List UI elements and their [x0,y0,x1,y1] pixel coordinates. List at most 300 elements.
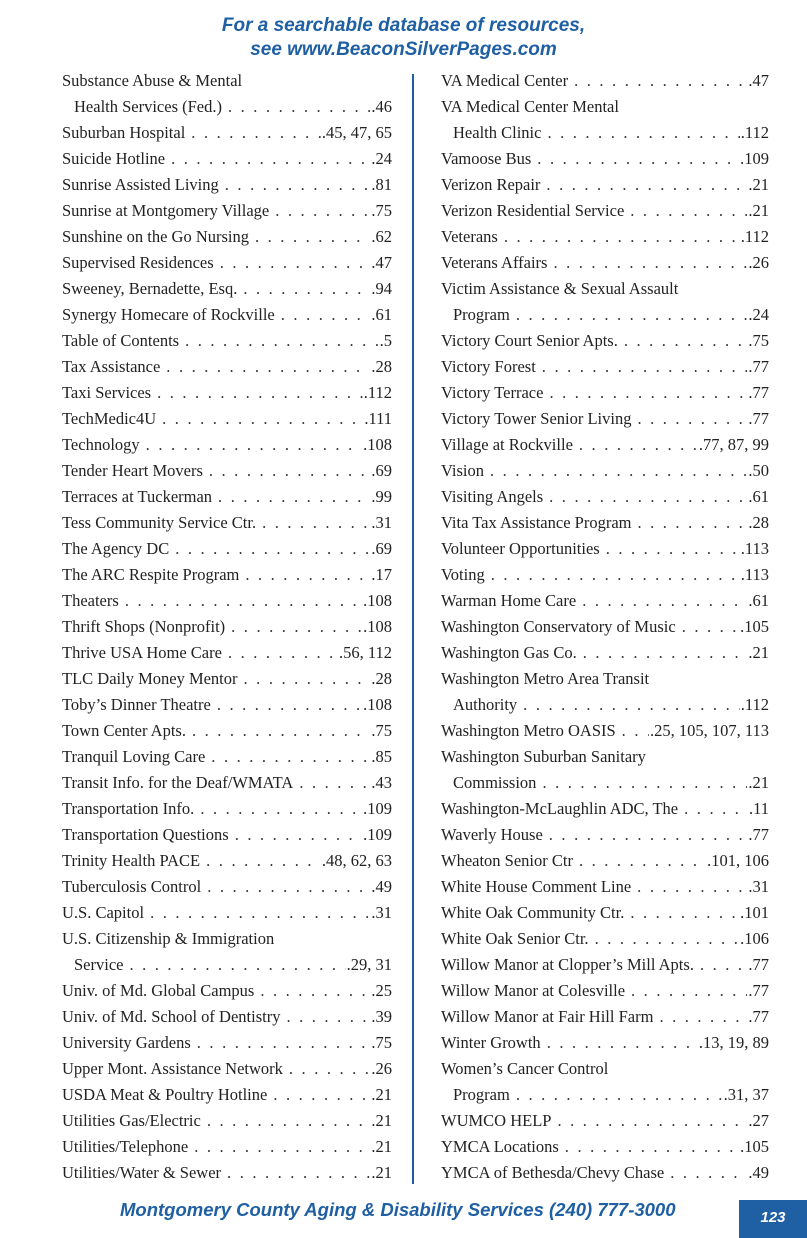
dot-leader [547,120,739,146]
dot-leader [299,770,370,796]
entry-pages: .21 [748,773,769,792]
index-entry [62,94,392,120]
entry-name: Suicide Hotline [62,149,166,168]
entry-pages: .45, 47, 65 [321,123,392,142]
index-entry [441,1134,769,1160]
dot-leader [207,874,370,900]
index-entry [441,536,769,562]
entry-name: Table of Contents [62,331,180,350]
entry-name: WUMCO HELP [441,1111,552,1130]
dot-leader [624,328,748,354]
index-entry [62,640,392,666]
index-entry [441,588,769,614]
index-entry [62,380,392,406]
header-line-2: see www.BeaconSilverPages.com [250,39,557,60]
entry-pages: .105 [740,1137,769,1156]
index-entry [441,432,769,458]
index-entry [441,224,769,250]
entry-pages: .77 [748,409,769,428]
entry-pages: .24 [748,305,769,324]
entry-pages: .62 [371,227,392,246]
dot-leader [565,1134,739,1160]
entry-pages: .11 [748,799,769,818]
dot-leader [630,900,739,926]
index-entry [441,718,769,744]
dot-leader [549,484,747,510]
entry-pages: .61 [748,591,769,610]
entry-pages: .25 [371,981,392,1000]
entry-name: Tranquil Loving Care [62,747,206,766]
dot-leader [622,718,649,744]
index-entry [62,796,392,822]
entry-name: Tax Assistance [62,357,161,376]
dot-leader [684,796,748,822]
dot-leader [574,68,747,94]
dot-leader [228,94,370,120]
index-entry [441,276,769,302]
entry-pages: .48, 62, 63 [321,851,392,870]
entry-name: VA Medical Center Mental [441,97,619,116]
index-entry [441,562,769,588]
entry-name: Utilities/Telephone [62,1137,189,1156]
entry-name: Sunrise Assisted Living [62,175,219,194]
header-line-1: For a searchable database of resources, [221,15,586,36]
entry-name: Victory Tower Senior Living [441,409,632,428]
index-entry [62,510,392,536]
entry-pages: .108 [363,617,392,636]
entry-name: Wheaton Senior Ctr [441,851,573,870]
entry-pages: .31 [371,903,392,922]
entry-name: Washington Conservatory of Music [441,617,676,636]
index-entry [62,172,392,198]
index-entry [62,614,392,640]
entry-name: Suburban Hospital [62,123,186,142]
entry-name: Commission [453,773,537,792]
dot-leader [637,510,747,536]
entry-pages: .29, 31 [346,955,392,974]
dot-leader [659,1004,747,1030]
entry-pages: .112 [740,227,769,246]
index-entry [441,94,769,120]
entry-pages: .25, 105, 107, 113 [649,721,769,740]
entry-name: Supervised Residences [62,253,214,272]
index-entry [62,198,392,224]
index-entry [441,640,769,666]
left-index-column [62,68,392,1186]
entry-name: Vision [441,461,485,480]
index-entry [62,588,392,614]
entry-name: Technology [62,435,140,454]
entry-name: TLC Daily Money Mentor [62,669,238,688]
dot-leader [255,224,370,250]
entry-pages: .46 [371,97,392,116]
entry-name: Toby’s Dinner Theatre [62,695,211,714]
entry-pages: .113 [740,539,769,558]
entry-pages: .75 [371,721,392,740]
dot-leader [166,354,370,380]
dot-leader [281,302,371,328]
dot-leader [218,484,370,510]
entry-pages: .21 [371,1137,392,1156]
entry-name: Upper Mont. Assistance Network [62,1059,283,1078]
entry-name: U.S. Citizenship & Immigration [62,929,275,948]
dot-leader [228,640,338,666]
dot-leader [579,432,698,458]
entry-name: Health Clinic [453,123,542,142]
index-entry [62,1004,392,1030]
index-entry [441,1108,769,1134]
index-entry [441,874,769,900]
dot-leader [185,328,379,354]
index-entry [62,484,392,510]
dot-leader [231,614,362,640]
entry-pages: .109 [363,825,392,844]
entry-pages: .109 [740,149,769,168]
index-entry [441,1082,769,1108]
entry-name: Taxi Services [62,383,152,402]
entry-name: Transit Info. for the Deaf/WMATA [62,773,294,792]
entry-pages: .77 [748,825,769,844]
dot-leader [211,744,370,770]
entry-pages: .75 [748,331,769,350]
entry-pages: .17 [371,565,392,584]
dot-leader [606,536,740,562]
dot-leader [595,926,740,952]
entry-pages: .108 [363,591,392,610]
dot-leader [582,588,747,614]
dot-leader [260,978,370,1004]
dot-leader [546,172,747,198]
entry-pages: .24 [371,149,392,168]
entry-name: Vita Tax Assistance Program [441,513,632,532]
entry-name: Washington Metro Area Transit [441,669,650,688]
entry-name: Sweeney, Bernadette, Esq. [62,279,238,298]
dot-leader [630,198,747,224]
index-entry [62,1030,392,1056]
index-entry [62,120,392,146]
dot-leader [243,276,370,302]
entry-pages: .77, 87, 99 [698,435,769,454]
column-divider [412,74,414,1184]
entry-name: Veterans Affairs [441,253,548,272]
entry-name: Thrive USA Home Care [62,643,222,662]
index-entry [441,692,769,718]
entry-name: Health Services (Fed.) [74,97,222,116]
index-entry [62,146,392,172]
entry-name: White Oak Community Ctr. [441,903,625,922]
entry-pages: .61 [371,305,392,324]
entry-pages: .56, 112 [338,643,392,662]
dot-leader [207,1108,371,1134]
entry-name: Victory Court Senior Apts. [441,331,618,350]
index-entry [62,276,392,302]
dot-leader [549,822,748,848]
entry-name: Trinity Health PACE [62,851,201,870]
index-entry [62,224,392,250]
entry-name: Willow Manor at Clopper’s Mill Apts. [441,955,694,974]
dot-leader [273,1082,370,1108]
entry-pages: .21 [371,1111,392,1130]
index-entry [441,978,769,1004]
entry-pages: .50 [748,461,769,480]
index-entry [441,848,769,874]
index-entry [62,770,392,796]
entry-name: Sunrise at Montgomery Village [62,201,270,220]
entry-name: U.S. Capitol [62,903,145,922]
index-entry [441,68,769,94]
index-entry [441,198,769,224]
index-entry [441,1056,769,1082]
entry-pages: .31, 37 [723,1085,769,1104]
entry-pages: .21 [748,201,769,220]
dot-leader [583,640,748,666]
index-entry [62,952,392,978]
entry-name: Waverly House [441,825,543,844]
dot-leader [637,406,747,432]
entry-pages: .28 [371,357,392,376]
entry-name: Tuberculosis Control [62,877,202,896]
entry-name: YMCA of Bethesda/Chevy Chase [441,1163,665,1182]
index-entry [62,1108,392,1134]
entry-name: Volunteer Opportunities [441,539,600,558]
index-entry [441,926,769,952]
entry-pages: .77 [748,955,769,974]
entry-pages: .113 [740,565,769,584]
entry-name: White Oak Senior Ctr. [441,929,589,948]
index-entry [441,1030,769,1056]
index-entry [441,744,769,770]
dot-leader [206,848,321,874]
index-entry [441,796,769,822]
dot-leader [289,1056,370,1082]
entry-pages: .77 [748,981,769,1000]
entry-pages: .111 [364,409,392,428]
entry-pages: .81 [371,175,392,194]
index-entry [441,380,769,406]
entry-name: The ARC Respite Program [62,565,240,584]
entry-name: Washington Gas Co. [441,643,577,662]
entry-name: White House Comment Line [441,877,632,896]
page-number-badge: 123 [739,1200,807,1238]
entry-pages: .108 [363,695,392,714]
dot-leader [557,1108,747,1134]
index-entry [62,458,392,484]
index-entry [62,822,392,848]
index-entry [441,250,769,276]
entry-pages: .77 [748,1007,769,1026]
entry-pages: .39 [371,1007,392,1026]
index-entry [441,666,769,692]
dot-leader [549,380,747,406]
entry-pages: .21 [748,643,769,662]
index-entry [62,1056,392,1082]
dot-leader [491,562,740,588]
index-entry [62,562,392,588]
entry-pages: .101 [740,903,769,922]
dot-leader [146,432,362,458]
dot-leader [191,120,321,146]
dot-leader [225,172,371,198]
index-entry [62,744,392,770]
index-entry [62,874,392,900]
entry-name: Willow Manor at Fair Hill Farm [441,1007,654,1026]
entry-name: Tender Heart Movers [62,461,203,480]
entry-pages: .43 [371,773,392,792]
entry-name: USDA Meat & Poultry Hotline [62,1085,268,1104]
entry-pages: .49 [371,877,392,896]
dot-leader [245,562,370,588]
dot-leader [637,874,747,900]
entry-pages: .61 [748,487,769,506]
entry-name: Utilities Gas/Electric [62,1111,201,1130]
entry-pages: .47 [748,71,769,90]
index-entry [62,978,392,1004]
dot-leader [547,1030,698,1056]
entry-pages: .13, 19, 89 [698,1033,769,1052]
index-entry [441,458,769,484]
dot-leader [220,250,371,276]
index-entry [62,328,392,354]
dot-leader [516,302,748,328]
dot-leader [579,848,706,874]
index-entry [62,302,392,328]
entry-pages: .75 [371,1033,392,1052]
entry-name: Univ. of Md. School of Dentistry [62,1007,281,1026]
entry-pages: .26 [748,253,769,272]
entry-pages: .99 [371,487,392,506]
entry-name: Service [74,955,124,974]
entry-pages: .27 [748,1111,769,1130]
entry-name: Washington Suburban Sanitary [441,747,646,766]
entry-pages: .112 [740,695,769,714]
entry-name: Willow Manor at Colesville [441,981,626,1000]
dot-leader [125,588,362,614]
entry-name: Washington Metro OASIS [441,721,616,740]
entry-name: Washington-McLaughlin ADC, The [441,799,679,818]
index-entry [62,718,392,744]
dot-leader [157,380,363,406]
entry-name: Village at Rockville [441,435,573,454]
entry-name: Terraces at Tuckerman [62,487,213,506]
dot-leader [504,224,740,250]
entry-pages: .94 [371,279,392,298]
page-header [0,14,807,62]
entry-name: Verizon Repair [441,175,541,194]
entry-pages: .21 [371,1085,392,1104]
entry-name: Victory Terrace [441,383,544,402]
entry-name: Victim Assistance & Sexual Assault [441,279,679,298]
dot-leader [192,718,370,744]
index-entry [62,666,392,692]
dot-leader [171,146,370,172]
entry-name: Visiting Angels [441,487,544,506]
dot-leader [631,978,747,1004]
dot-leader [516,1082,723,1108]
index-entry [441,614,769,640]
entry-name: Voting [441,565,485,584]
dot-leader [197,1030,371,1056]
index-entry [62,1134,392,1160]
index-entry [62,1160,392,1186]
index-entry [62,926,392,952]
entry-name: Town Center Apts. [62,721,186,740]
dot-leader [235,822,362,848]
entry-pages: .69 [371,461,392,480]
entry-name: Victory Forest [441,357,536,376]
dot-leader [175,536,370,562]
entry-name: Tess Community Service Ctr. [62,513,257,532]
right-index-column [441,68,769,1186]
entry-pages: .49 [748,1163,769,1182]
entry-name: Transportation Questions [62,825,229,844]
dot-leader [200,796,362,822]
entry-pages: .31 [371,513,392,532]
entry-pages: .26 [371,1059,392,1078]
index-entry [62,848,392,874]
entry-name: Univ. of Md. Global Campus [62,981,255,1000]
index-entry [62,900,392,926]
dot-leader [275,198,370,224]
entry-pages: .5 [379,331,392,350]
index-entry [441,328,769,354]
entry-pages: .21 [748,175,769,194]
entry-pages: .21 [371,1163,392,1182]
entry-name: Warman Home Care [441,591,577,610]
index-entry [441,302,769,328]
entry-pages: .47 [371,253,392,272]
dot-leader [209,458,371,484]
entry-name: TechMedic4U [62,409,157,428]
entry-pages: .77 [748,357,769,376]
dot-leader [700,952,747,978]
entry-pages: .106 [740,929,769,948]
index-entry [62,692,392,718]
index-entry [62,250,392,276]
entry-name: Winter Growth [441,1033,541,1052]
entry-name: Program [453,1085,510,1104]
entry-pages: .109 [363,799,392,818]
index-entry [62,536,392,562]
index-entry [441,406,769,432]
index-entry [62,68,392,94]
dot-leader [162,406,363,432]
dot-leader [262,510,370,536]
entry-name: Utilities/Water & Sewer [62,1163,222,1182]
entry-pages: .75 [371,201,392,220]
entry-name: Vamoose Bus [441,149,532,168]
entry-name: Program [453,305,510,324]
dot-leader [490,458,747,484]
entry-name: Veterans [441,227,498,246]
dot-leader [682,614,739,640]
index-entry [62,406,392,432]
entry-name: VA Medical Center [441,71,569,90]
dot-leader [542,354,748,380]
entry-name: YMCA Locations [441,1137,559,1156]
entry-pages: .31 [748,877,769,896]
entry-pages: .77 [748,383,769,402]
index-entry [441,1160,769,1186]
entry-name: Transportation Info. [62,799,195,818]
entry-pages: .28 [748,513,769,532]
index-entry [62,354,392,380]
index-entry [441,770,769,796]
index-entry [441,146,769,172]
entry-pages: .112 [740,123,769,142]
dot-leader [217,692,362,718]
entry-name: Women’s Cancer Control [441,1059,609,1078]
index-entry [441,172,769,198]
